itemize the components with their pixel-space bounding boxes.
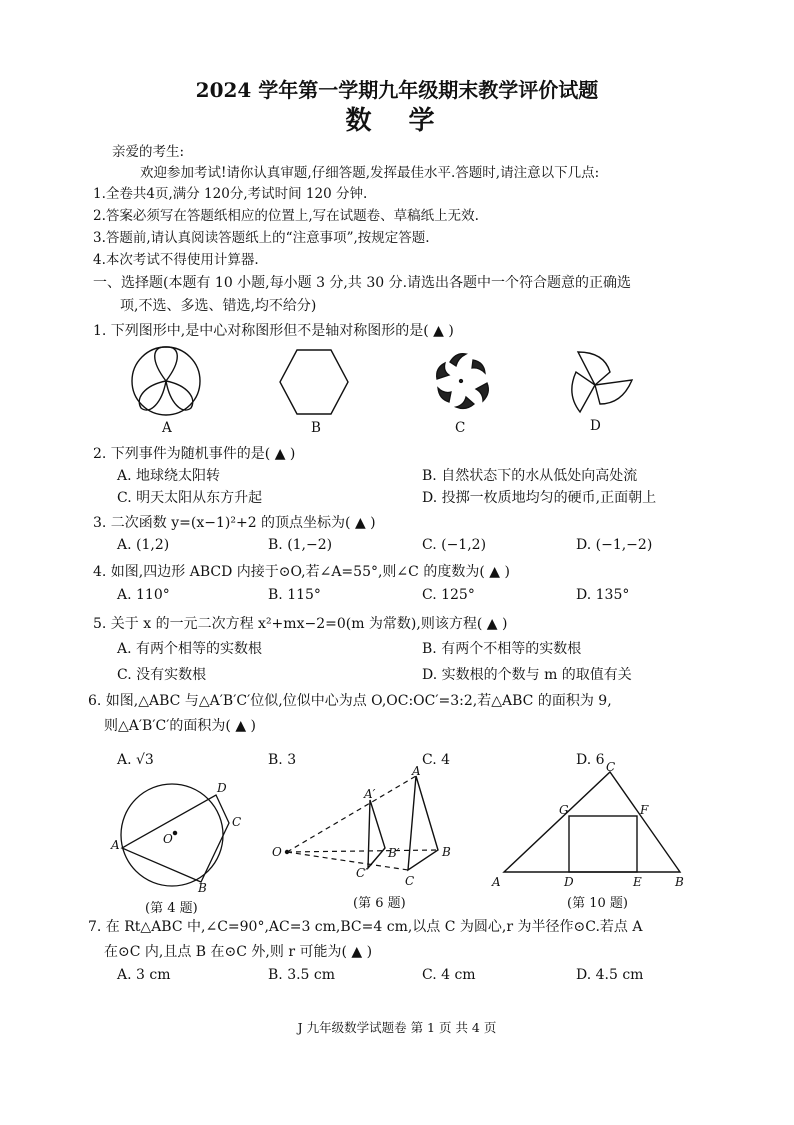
q5-option-b: B. 有两个不相等的实数根	[422, 641, 582, 657]
q5-stem: 5. 关于 x 的一元二次方程 x²+mx−2=0(m 为常数),则该方程( ▲ )	[93, 616, 508, 632]
fig10-point-b: B	[675, 875, 684, 889]
q4-stem: 4. 如图,四边形 ABCD 内接于⊙O,若∠A=55°,则∠C 的度数为( ▲ )	[93, 564, 510, 580]
fig4-point-b: B	[198, 881, 207, 895]
q4-option-c: C. 125°	[422, 587, 475, 603]
fig4-point-a: A	[111, 838, 120, 852]
fig4-point-d: D	[217, 781, 227, 795]
q7-option-d: D. 4.5 cm	[576, 967, 644, 983]
q3-option-b: B. (1,−2)	[268, 537, 333, 553]
q6-stem-line2: 则△A′B′C′的面积为( ▲ )	[104, 718, 257, 734]
q2-option-a: A. 地球绕太阳转	[117, 468, 221, 484]
q6-option-a: A. √3	[117, 752, 154, 768]
fig10-point-c: C	[606, 760, 616, 774]
fig4-point-o: O	[163, 832, 173, 846]
fig10-point-f: F	[640, 803, 649, 817]
note-3: 3.答题前,请认真阅读答题纸上的“注意事项”,按规定答题.	[93, 230, 430, 246]
q1-label-b: B	[311, 420, 321, 436]
fig6-point-c-prime: C′	[356, 866, 368, 880]
fig6-point-c: C	[405, 874, 415, 888]
q4-option-b: B. 115°	[268, 587, 321, 603]
fig6-caption: (第 6 题)	[353, 896, 406, 911]
q4-option-a: A. 110°	[117, 587, 170, 603]
greeting: 亲爱的考生:	[112, 144, 185, 160]
note-4: 4.本次考试不得使用计算器.	[93, 252, 259, 268]
q7-stem-line1: 7. 在 Rt△ABC 中,∠C=90°,AC=3 cm,BC=4 cm,以点 C 为圆心,r 为半径作⊙C.若点 A	[88, 919, 643, 935]
note-2: 2.答案必须写在答题纸相应的位置上,写在试题卷、草稿纸上无效.	[93, 208, 479, 224]
q3-stem: 3. 二次函数 y=(x−1)²+2 的顶点坐标为( ▲ )	[93, 515, 376, 531]
fig6-point-b: B	[442, 845, 451, 859]
q1-label-c: C	[455, 420, 466, 436]
q6-option-c: C. 4	[422, 752, 451, 768]
note-1: 1.全卷共4页,满分 120分,考试时间 120 分钟.	[93, 186, 368, 202]
fig10-point-a: A	[492, 875, 501, 889]
welcome-text: 欢迎参加考试!请你认真审题,仔细答题,发挥最佳水平.答题时,请注意以下几点:	[140, 165, 600, 181]
exam-title: 2024 学年第一学期九年级期末教学评价试题	[195, 78, 599, 102]
q5-option-c: C. 没有实数根	[117, 667, 207, 683]
fig10-point-e: E	[633, 875, 642, 889]
fig4-point-c: C	[232, 815, 242, 829]
figure-4	[121, 784, 229, 886]
q4-option-d: D. 135°	[576, 587, 630, 603]
q7-option-c: C. 4 cm	[422, 967, 476, 983]
fig10-caption: (第 10 题)	[567, 896, 628, 911]
fig6-point-b-prime: B′	[388, 846, 400, 860]
q2-option-b: B. 自然状态下的水从低处向高处流	[422, 468, 638, 484]
q3-option-a: A. (1,2)	[117, 537, 170, 553]
fig6-point-a: A	[412, 764, 421, 778]
q2-stem: 2. 下列事件为随机事件的是( ▲ )	[93, 446, 296, 462]
q6-option-b: B. 3	[268, 752, 297, 768]
page-footer: J 九年级数学试题卷 第 1 页 共 4 页	[297, 1020, 497, 1035]
fig6-point-o: O	[272, 845, 282, 859]
fig6-point-a-prime: A′	[364, 787, 376, 801]
subject-title: 数 学	[345, 106, 449, 136]
q5-option-a: A. 有两个相等的实数根	[117, 641, 263, 657]
q5-option-d: D. 实数根的个数与 m 的取值有关	[422, 667, 632, 683]
q3-option-c: C. (−1,2)	[422, 537, 487, 553]
fig4-caption: (第 4 题)	[145, 901, 198, 916]
fig10-point-d: D	[564, 875, 574, 889]
figure-6	[285, 776, 438, 870]
q3-option-d: D. (−1,−2)	[576, 537, 653, 553]
section-1-heading-cont: 项,不选、多选、错选,均不给分)	[120, 298, 317, 314]
q7-stem-line2: 在⊙C 内,且点 B 在⊙C 外,则 r 可能为( ▲ )	[104, 944, 373, 960]
figure-10	[504, 772, 680, 872]
fig10-point-g: G	[559, 803, 569, 817]
q1-label-a: A	[162, 420, 172, 436]
q2-option-c: C. 明天太阳从东方升起	[117, 490, 263, 506]
q1-stem: 1. 下列图形中,是中心对称图形但不是轴对称图形的是( ▲ )	[93, 323, 454, 339]
q1-label-d: D	[590, 418, 601, 434]
section-1-heading: 一、选择题(本题有 10 小题,每小题 3 分,共 30 分.请选出各题中一个符合题意的正确选	[93, 275, 632, 291]
q7-option-a: A. 3 cm	[117, 967, 171, 983]
q6-option-d: D. 6	[576, 752, 605, 768]
q2-option-d: D. 投掷一枚质地均匀的硬币,正面朝上	[422, 490, 657, 506]
q7-option-b: B. 3.5 cm	[268, 967, 336, 983]
q6-stem-line1: 6. 如图,△ABC 与△A′B′C′位似,位似中心为点 O,OC:OC′=3:2,若△ABC 的面积为 9,	[88, 693, 612, 709]
